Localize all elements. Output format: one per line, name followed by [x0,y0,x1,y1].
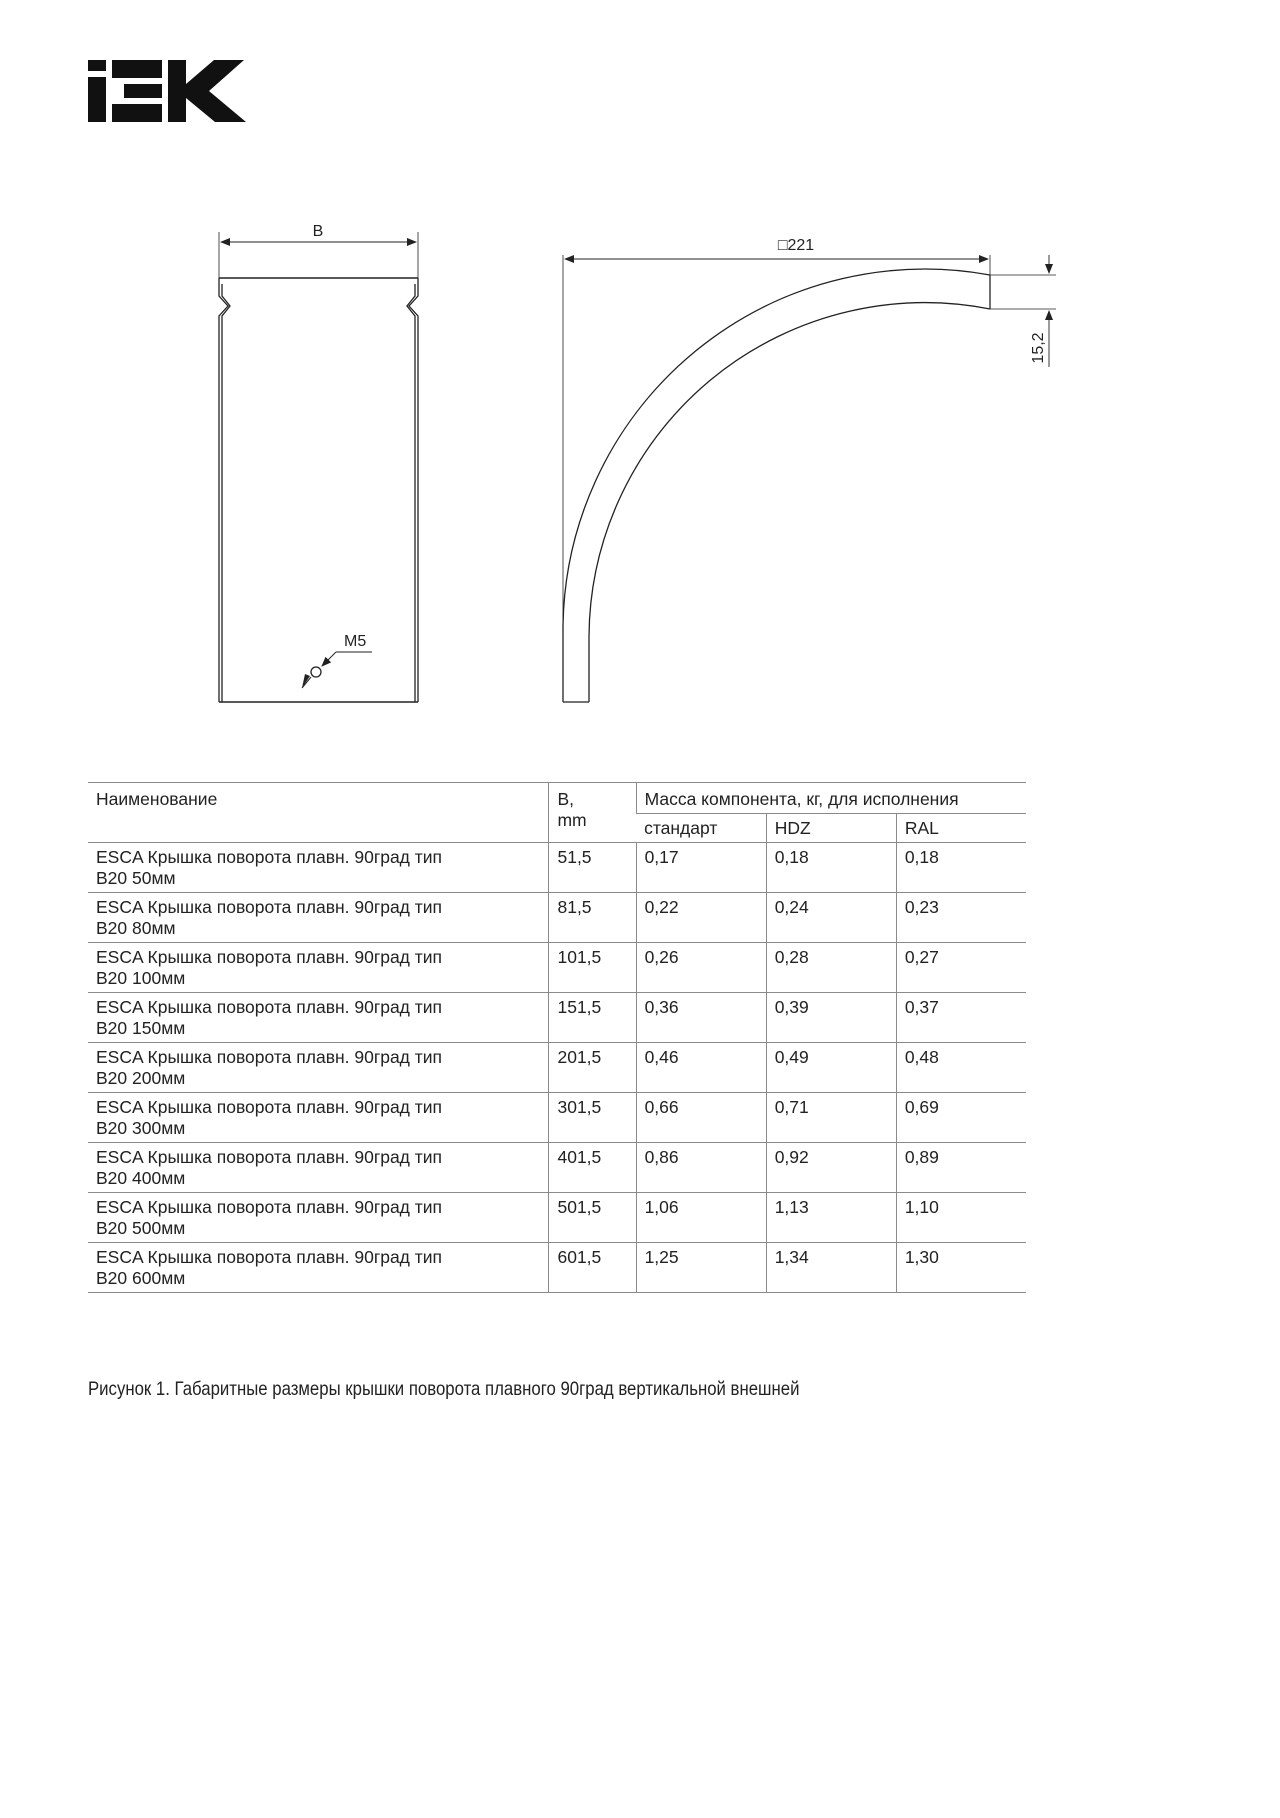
header-b-unit: mm [557,810,587,830]
figure-caption: Рисунок 1. Габаритные размеры крышки поворота плавного 90град вертикальной внешней [88,1378,800,1400]
cell-name-line1: ESCA Крышка поворота плавн. 90град тип [96,947,443,967]
table-row [88,1093,1026,1143]
cell-hdz: 0,92 [766,1143,896,1193]
cell-name [88,1193,549,1243]
table-row [88,1193,1026,1243]
cell-standard: 0,36 [636,993,766,1043]
cell-standard: 0,22 [636,893,766,943]
header-b [549,783,636,843]
header-b-label: B, [557,789,575,809]
cell-name-line1: ESCA Крышка поворота плавн. 90град тип [96,1247,443,1267]
cell-standard: 0,17 [636,843,766,893]
cell-name [88,843,549,893]
cell-name-line1: ESCA Крышка поворота плавн. 90град тип [96,1147,443,1167]
header-standard: стандарт [636,814,766,843]
cell-b: 151,5 [549,993,636,1043]
cell-b: 201,5 [549,1043,636,1093]
cell-ral: 0,18 [896,843,1026,893]
cell-ral: 0,89 [896,1143,1026,1193]
header-mass: Масса компонента, кг, для исполнения [636,783,1026,814]
cell-name-line1: ESCA Крышка поворота плавн. 90град тип [96,847,443,867]
table-row [88,1143,1026,1193]
cell-ral: 1,10 [896,1193,1026,1243]
front-view [219,232,418,702]
cell-hdz: 0,39 [766,993,896,1043]
table-row [88,1043,1026,1093]
cell-name-line2: B20 300мм [96,1118,186,1138]
cell-name [88,993,549,1043]
cell-ral: 0,69 [896,1093,1026,1143]
cell-ral: 0,23 [896,893,1026,943]
cell-name [88,1043,549,1093]
cell-standard: 0,66 [636,1093,766,1143]
cell-name-line2: B20 500мм [96,1218,186,1238]
table-row [88,843,1026,893]
spec-table [88,782,1026,1293]
cell-b: 101,5 [549,943,636,993]
cell-ral: 0,48 [896,1043,1026,1093]
cell-b: 401,5 [549,1143,636,1193]
cell-name-line1: ESCA Крышка поворота плавн. 90град тип [96,1047,443,1067]
table-row [88,993,1026,1043]
cell-name-line2: B20 150мм [96,1018,186,1038]
cell-name [88,1243,549,1293]
cell-name [88,943,549,993]
cell-hdz: 0,49 [766,1043,896,1093]
thread-label: M5 [344,633,367,650]
cell-name [88,1143,549,1193]
cell-standard: 0,86 [636,1143,766,1193]
cell-name [88,893,549,943]
cell-hdz: 0,71 [766,1093,896,1143]
cell-b: 301,5 [549,1093,636,1143]
cell-name-line1: ESCA Крышка поворота плавн. 90град тип [96,997,443,1017]
cell-name-line2: B20 100мм [96,968,186,988]
header-ral: RAL [896,814,1026,843]
cell-ral: 1,30 [896,1243,1026,1293]
cell-ral: 0,27 [896,943,1026,993]
length-dimension-label: □221 [777,237,815,254]
cell-ral: 0,37 [896,993,1026,1043]
cell-name [88,1093,549,1143]
cell-hdz: 0,28 [766,943,896,993]
table-row [88,943,1026,993]
cell-hdz: 0,18 [766,843,896,893]
cell-hdz: 1,13 [766,1193,896,1243]
cell-name-line1: ESCA Крышка поворота плавн. 90град тип [96,1197,443,1217]
header-name: Наименование [88,783,549,843]
cell-name-line2: B20 400мм [96,1168,186,1188]
cell-b: 51,5 [549,843,636,893]
technical-drawing [0,0,1280,740]
cell-b: 601,5 [549,1243,636,1293]
cell-hdz: 1,34 [766,1243,896,1293]
cell-b: 501,5 [549,1193,636,1243]
table-header-row [88,783,1026,814]
cell-standard: 1,25 [636,1243,766,1293]
table-row [88,1243,1026,1293]
cell-name-line1: ESCA Крышка поворота плавн. 90град тип [96,897,443,917]
cell-standard: 0,26 [636,943,766,993]
cell-name-line1: ESCA Крышка поворота плавн. 90град тип [96,1097,443,1117]
width-dimension-label: B [312,223,324,240]
cell-name-line2: B20 80мм [96,918,176,938]
cell-name-line2: B20 50мм [96,868,176,888]
cell-hdz: 0,24 [766,893,896,943]
cell-name-line2: B20 600мм [96,1268,186,1288]
header-hdz: HDZ [766,814,896,843]
cell-name-line2: B20 200мм [96,1068,186,1088]
side-view [563,255,1056,702]
table-row [88,893,1026,943]
cell-standard: 0,46 [636,1043,766,1093]
height-dimension-label: 15,2 [1030,332,1047,364]
cell-standard: 1,06 [636,1193,766,1243]
cell-b: 81,5 [549,893,636,943]
